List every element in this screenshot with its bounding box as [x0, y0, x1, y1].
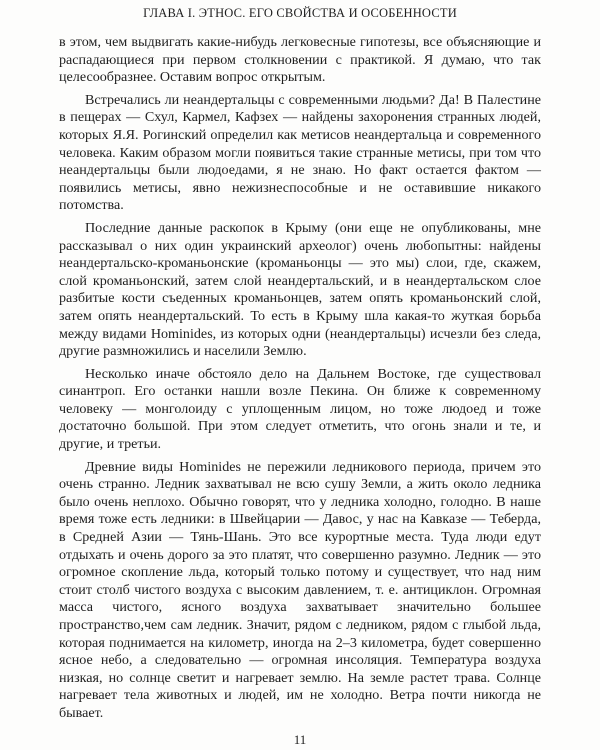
running-head: ГЛАВА I. ЭТНОС. ЕГО СВОЙСТВА И ОСОБЕННОСТИ: [143, 6, 457, 20]
paragraph-5: Древние виды Hominides не пережили ледникового периода, причем это очень странно. Ледник захватывал не всю сушу Земли, а жить около ледника было очень неплохо. Обычно говорят, что у ледника холодно, голодно. В наше время тоже есть ледники: в Швейцарии — Давос, у нас на Кавказе — Теберда, в Средней Азии — Тянь-Шань. Это все курортные места. Туда люди едут отдыхать и очень дорого за это платят, что совершенно разумно. Ледник — это огромное скопление льда, который только потому и существует, что над ним стоит столб чистого воздуха с высоким давлением, т. е. антициклон. Огромная масса чистого, ясного воздуха захватывает значительно большее пространство,чем сам ледник. Значит, рядом с ледником, рядом с глыбой льда, которая поднимается на километр, иногда на 2–3 километра, будет совершенно ясное небо, а следовательно — огромная инсоляция. Температура воздуха низкая, но солнце светит и нагревает землю. На земле растет трава. Солнце нагревает тела животных и людей, им не холодно. Ветра почти никогда не бывает.: [59, 458, 541, 721]
page-number: 11: [293, 732, 307, 747]
paragraph-4: Несколько иначе обстояло дело на Дальнем Востоке, где существовал синантроп. Его останки нашли возле Пекина. Он ближе к современному человеку — монголоиду с уплощенным лицом, но тоже людоед и тоже достаточно большой. При этом следует отметить, что огонь знали и те, и другие, и третьи.: [59, 365, 541, 453]
paragraph-2: Встречались ли неандертальцы с современными людьми? Да! В Палестине в пещерах — Схул, Кармел, Кафзех — найдены захоронения странных людей, которых Я.Я. Рогинский определил как метисов неандертальца и современного человека. Каким образом могли появиться такие странные метисы, при том что неандертальцы были людоедами, я не знаю. Но факт остается фактом — появились метисы, явно нежизнеспособные и не оставившие никакого потомства.: [59, 91, 541, 214]
paragraph-1: в этом, чем выдвигать какие-нибудь легковесные гипотезы, все объясняющие и распадающиеся при первом столкновении с практикой. Я думаю, что так целесообразнее. Оставим вопрос открытым.: [59, 34, 541, 86]
body-text: [59, 34, 541, 728]
paragraph-3: Последние данные раскопок в Крыму (они еще не опубликованы, мне рассказывал о них один украинский археолог) очень любопытны: найдены неандертальско-кроманьонские (кроманьонцы — это мы) слои, где, скажем, слой кроманьонский, затем слой неандертальский, и в неандертальском слое разбитые кости съеденных кроманьонцев, затем опять кроманьонский слой, затем опять неандертальский. То есть в Крыму шла какая-то жуткая борьба между видами Hominides, из которых одни (неандертальцы) исчезли без следа, другие размножились и населили Землю.: [59, 219, 541, 360]
